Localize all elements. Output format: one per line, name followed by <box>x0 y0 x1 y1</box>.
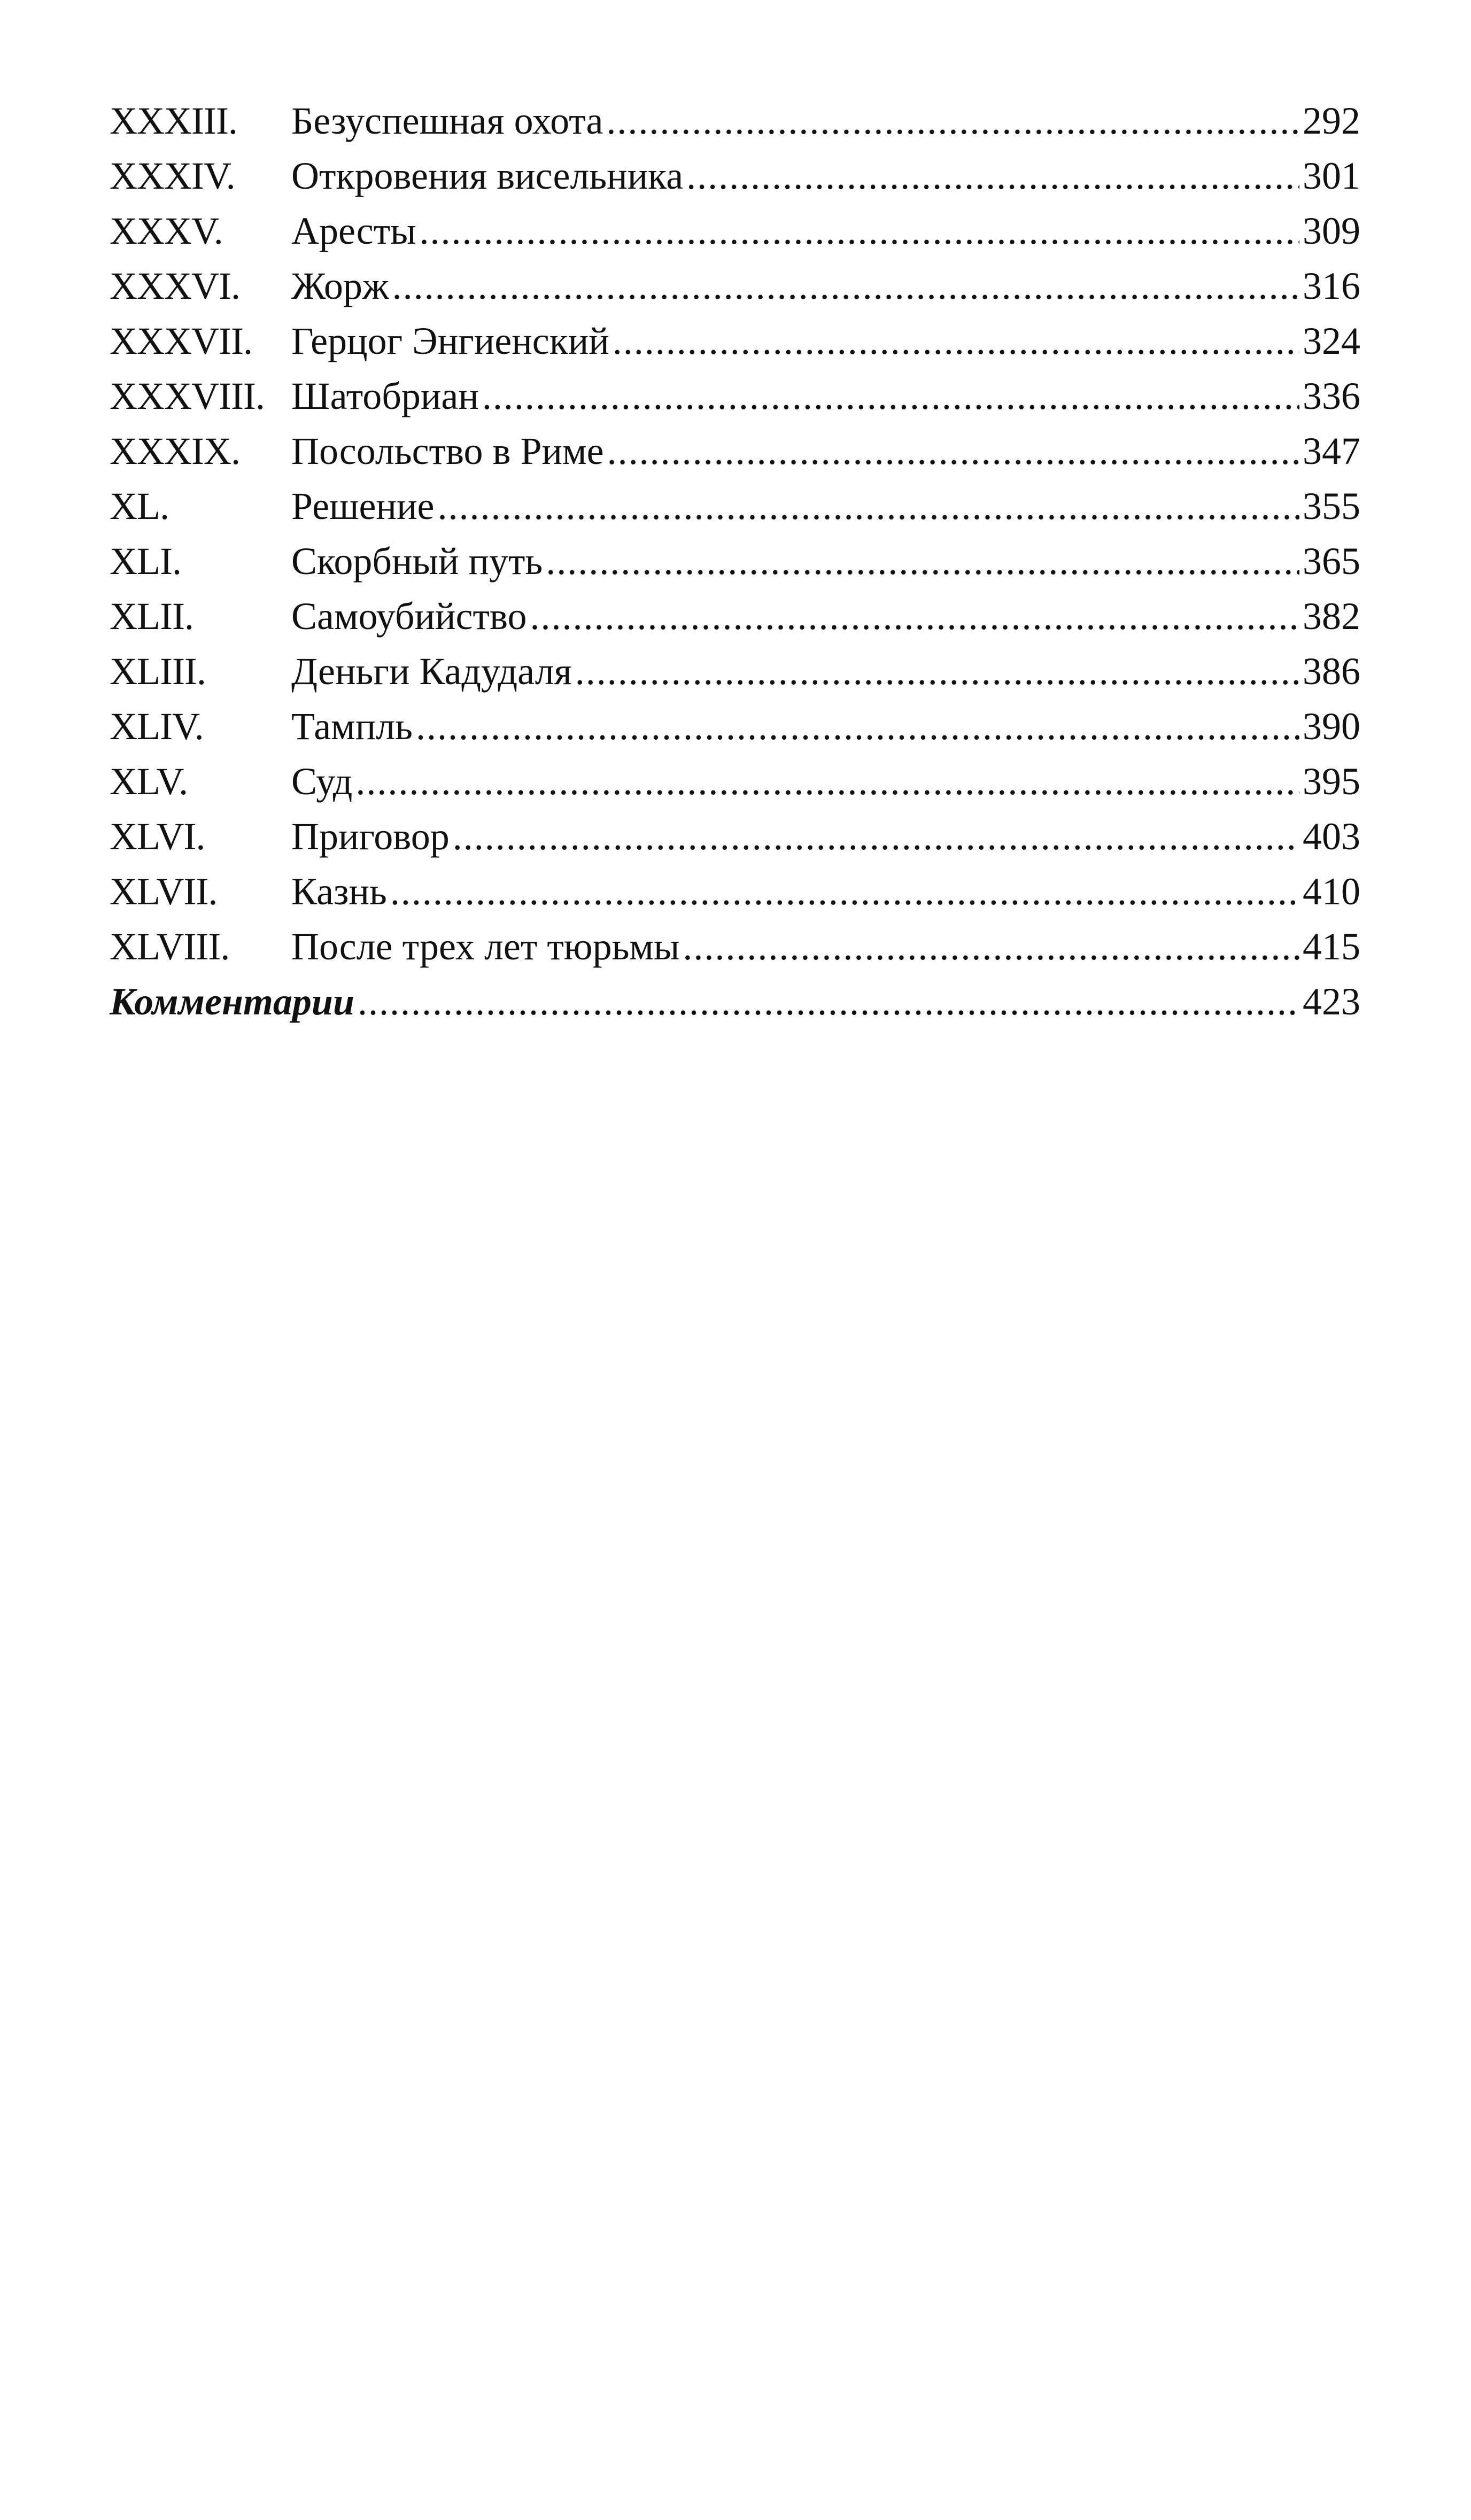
page-number: 365 <box>1303 540 1360 583</box>
dot-leader <box>613 314 1299 369</box>
page-number: 324 <box>1303 320 1360 362</box>
chapter-number: XLIII. <box>110 650 206 693</box>
toc-entry-xl <box>110 479 1360 534</box>
chapter-number: XXXIX. <box>110 430 240 472</box>
toc-entry-xlvii <box>110 864 1360 919</box>
toc-entry-xxxviii <box>110 369 1360 424</box>
page-number: 410 <box>1303 870 1360 913</box>
toc-entry-comments <box>110 974 1360 1029</box>
page-number: 309 <box>1303 210 1360 252</box>
dot-leader <box>416 699 1299 754</box>
page-number: 386 <box>1303 650 1360 693</box>
dot-leader <box>358 974 1299 1029</box>
chapter-title: Приговор <box>291 815 450 858</box>
toc-entry-xlviii <box>110 919 1360 974</box>
toc-entry-xxxvi <box>110 259 1360 314</box>
page-number: 336 <box>1303 375 1360 417</box>
dot-leader <box>437 479 1299 534</box>
chapter-title: Аресты <box>291 210 416 252</box>
dot-leader <box>530 589 1299 644</box>
dot-leader <box>355 754 1299 809</box>
toc-entry-xliii <box>110 644 1360 699</box>
chapter-number: XXXVII. <box>110 320 252 362</box>
chapter-title: Безуспешная охота <box>291 99 603 142</box>
chapter-number: XXXVIII. <box>110 375 265 417</box>
page-number: 415 <box>1303 925 1360 968</box>
chapter-title: Решение <box>291 485 435 528</box>
chapter-number: XLII. <box>110 595 193 638</box>
chapter-number: XXXIII. <box>110 99 237 142</box>
chapter-number: XL. <box>110 485 169 528</box>
page-number: 403 <box>1303 815 1360 858</box>
toc-entry-xli <box>110 534 1360 589</box>
toc-entry-xlvi <box>110 809 1360 864</box>
chapter-number: XLV. <box>110 760 188 803</box>
page-number: 316 <box>1303 265 1360 307</box>
table-of-contents <box>110 94 1360 1029</box>
dot-leader <box>546 534 1299 589</box>
toc-entry-xlv <box>110 754 1360 809</box>
toc-entry-xxxix <box>110 424 1360 479</box>
comments-title: Комментарии <box>110 980 355 1023</box>
toc-entry-xxxv <box>110 204 1360 259</box>
dot-leader <box>392 259 1299 314</box>
chapter-number: XLVIII. <box>110 925 230 968</box>
chapter-number: XXXV. <box>110 210 223 252</box>
page-number: 395 <box>1303 760 1360 803</box>
toc-entry-xxxiii <box>110 94 1360 149</box>
chapter-title: Откровения висельника <box>291 154 684 197</box>
dot-leader <box>683 919 1299 974</box>
dot-leader <box>420 204 1299 259</box>
dot-leader <box>575 644 1299 699</box>
chapter-number: XXXVI. <box>110 265 240 307</box>
chapter-title: Герцог Энгиенский <box>291 320 609 362</box>
chapter-title: После трех лет тюрьмы <box>291 925 680 968</box>
chapter-title: Посольство в Риме <box>291 430 604 472</box>
toc-entry-xlii <box>110 589 1360 644</box>
chapter-title: Деньги Кадудаля <box>291 650 572 693</box>
toc-entry-xxxiv <box>110 149 1360 204</box>
chapter-title: Суд <box>291 760 353 803</box>
chapter-title: Самоубийство <box>291 595 527 638</box>
chapter-title: Скорбный путь <box>291 540 543 583</box>
dot-leader <box>390 864 1299 919</box>
chapter-title: Шатобриан <box>291 375 479 417</box>
chapter-title: Казнь <box>291 870 387 913</box>
toc-entry-xliv <box>110 699 1360 754</box>
dot-leader <box>482 369 1299 424</box>
page-number: 347 <box>1303 430 1360 472</box>
page-number: 423 <box>1303 980 1360 1023</box>
chapter-number: XLVII. <box>110 870 218 913</box>
page-number: 292 <box>1303 99 1360 142</box>
dot-leader <box>686 149 1299 204</box>
page-number: 382 <box>1303 595 1360 638</box>
dot-leader <box>606 94 1299 149</box>
chapter-number: XLI. <box>110 540 181 583</box>
toc-entry-xxxvii <box>110 314 1360 369</box>
dot-leader <box>453 809 1299 864</box>
chapter-number: XLIV. <box>110 705 204 748</box>
chapter-title: Жорж <box>291 265 389 307</box>
page-number: 390 <box>1303 705 1360 748</box>
page-number: 301 <box>1303 154 1360 197</box>
dot-leader <box>607 424 1299 479</box>
chapter-number: XLVI. <box>110 815 205 858</box>
page-number: 355 <box>1303 485 1360 528</box>
chapter-title: Тампль <box>291 705 413 748</box>
chapter-number: XXXIV. <box>110 154 235 197</box>
